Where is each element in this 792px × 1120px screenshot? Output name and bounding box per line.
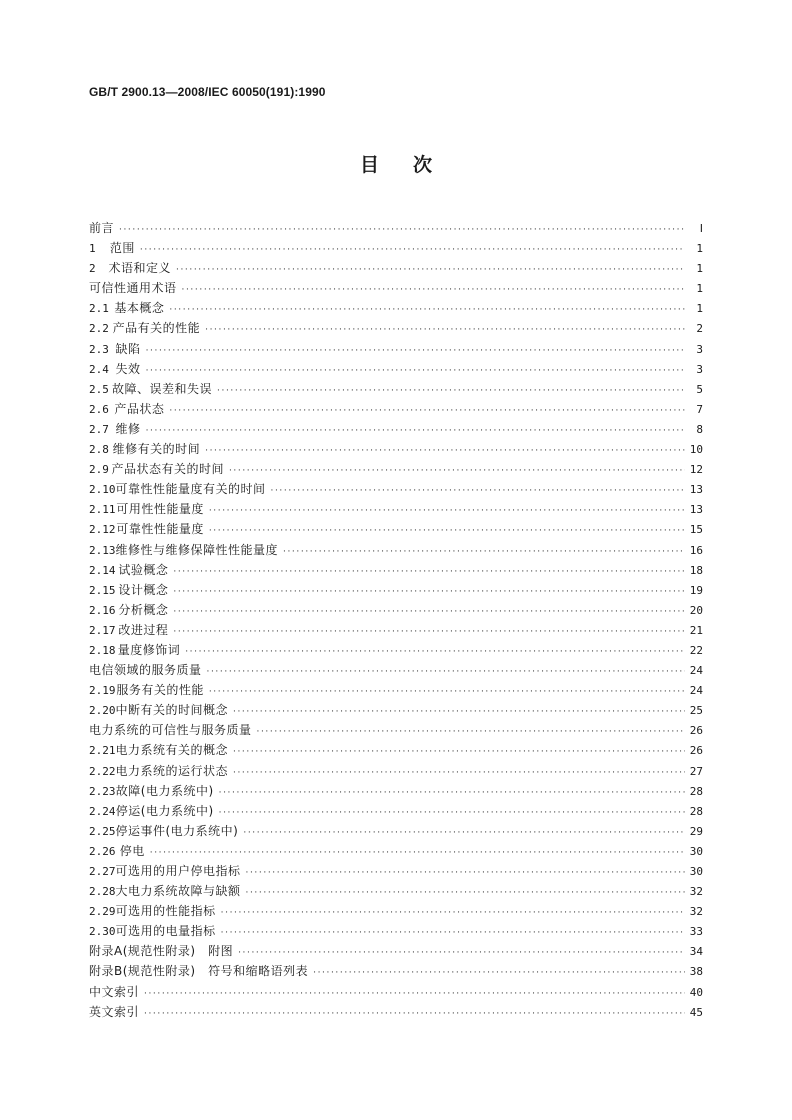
toc-leader-dots xyxy=(173,562,685,582)
toc-leader-dots xyxy=(176,260,685,280)
toc-leader-dots xyxy=(243,823,685,843)
toc-entry-number: 2.23 xyxy=(89,784,116,798)
toc-entry-label: 设计概念 xyxy=(118,582,169,597)
toc-entry[interactable] xyxy=(89,479,703,499)
toc-entry-number: 2.7 xyxy=(89,422,109,436)
toc-entry-label: 英文索引 xyxy=(89,1004,140,1019)
toc-leader-dots xyxy=(140,240,685,260)
toc-entry-label: 中文索引 xyxy=(89,984,140,999)
toc-entry-number: 2.21 xyxy=(89,744,116,758)
toc-entry[interactable] xyxy=(89,399,703,419)
toc-leader-dots xyxy=(144,1004,685,1024)
toc-entry-page: 20 xyxy=(689,603,703,617)
toc-entry-page: 7 xyxy=(696,402,703,416)
toc-entry-page: 5 xyxy=(696,382,703,396)
toc-entry-label: 试验概念 xyxy=(118,562,169,577)
toc-entry-page: 13 xyxy=(689,483,703,497)
toc-entry-label: 停运(电力系统中) xyxy=(115,803,214,818)
toc-entry-number: 2.10 xyxy=(89,483,116,497)
toc-entry[interactable] xyxy=(89,339,703,359)
toc-entry-label: 可选用的性能指标 xyxy=(115,904,216,919)
toc-entry-page: 29 xyxy=(689,824,703,838)
toc-entry-page: 16 xyxy=(689,543,703,557)
toc-entry-page: 10 xyxy=(689,443,703,457)
toc-entry-label: 故障、误差和失误 xyxy=(112,381,213,396)
toc-leader-dots xyxy=(221,923,685,943)
toc-entry-label: 产品有关的性能 xyxy=(112,321,201,336)
toc-entry-label: 基本概念 xyxy=(114,301,165,316)
toc-entry-number: 2.20 xyxy=(89,704,116,718)
toc-entry[interactable] xyxy=(89,1002,703,1022)
toc-leader-dots xyxy=(209,521,685,541)
toc-entry-label: 电信领域的服务质量 xyxy=(89,663,202,678)
toc-entry-page: 26 xyxy=(689,724,703,738)
toc-entry-page: 12 xyxy=(689,463,703,477)
toc-entry-label: 量度修饰词 xyxy=(117,642,181,657)
toc-leader-dots xyxy=(271,481,685,501)
toc-entry-number: 2.5 xyxy=(89,382,109,396)
toc-entry-label: 附录B(规范性附录) 符号和缩略语列表 xyxy=(89,964,309,979)
toc-entry-page: 28 xyxy=(689,804,703,818)
toc-entry-page: 3 xyxy=(696,342,703,356)
toc-entry-number: 2.30 xyxy=(89,925,116,939)
toc-leader-dots xyxy=(233,742,685,762)
toc-entry[interactable] xyxy=(89,801,703,821)
toc-entry[interactable] xyxy=(89,841,703,861)
toc-leader-dots xyxy=(182,280,685,300)
toc-entry[interactable] xyxy=(89,419,703,439)
toc-entry[interactable] xyxy=(89,660,703,680)
toc-entry-page: 34 xyxy=(689,945,703,959)
toc-entry-page: 2 xyxy=(696,322,703,336)
toc-leader-dots xyxy=(221,903,685,923)
toc-entry-page: 40 xyxy=(689,985,703,999)
toc-entry-number: 2.2 xyxy=(89,322,109,336)
toc-entry[interactable] xyxy=(89,982,703,1002)
toc-entry[interactable] xyxy=(89,379,703,399)
toc-entry-label: 失效 xyxy=(115,361,141,376)
toc-entry-label: 可信性通用术语 xyxy=(89,281,177,296)
toc-entry-page: 24 xyxy=(689,664,703,678)
toc-leader-dots xyxy=(219,783,685,803)
toc-entry-label: 可靠性性能量度有关的时间 xyxy=(115,482,266,497)
toc-entry-label: 电力系统的运行状态 xyxy=(115,763,229,778)
toc-entry[interactable] xyxy=(89,439,703,459)
toc-entry-page: 19 xyxy=(689,583,703,597)
toc-entry-page: 30 xyxy=(689,865,703,878)
toc-leader-dots xyxy=(205,441,685,461)
toc-entry-label: 附录A(规范性附录) 附图 xyxy=(89,944,234,959)
toc-entry[interactable] xyxy=(89,720,703,740)
toc-entry-page: 27 xyxy=(689,764,703,778)
toc-entry-label: 可选用的电量指标 xyxy=(115,924,216,939)
toc-entry-page: 30 xyxy=(689,844,703,858)
toc-entry-page: 13 xyxy=(689,503,703,517)
toc-entry-label: 中断有关的时间概念 xyxy=(115,703,229,718)
toc-entry[interactable] xyxy=(89,740,703,760)
toc-entry-page: 24 xyxy=(689,684,703,698)
toc-leader-dots xyxy=(146,421,685,441)
toc-entry-number: 2.12 xyxy=(89,523,116,537)
toc-entry-number: 2.6 xyxy=(89,402,109,416)
toc-entry-label: 产品状态有关的时间 xyxy=(111,462,224,477)
toc-entry[interactable] xyxy=(89,921,703,941)
toc-entry[interactable] xyxy=(89,881,703,901)
toc-entry-number: 2.17 xyxy=(89,623,116,637)
document-header: GB/T 2900.13—2008/IEC 60050(191):1990 xyxy=(89,85,326,99)
toc-entry-number: 2.24 xyxy=(89,804,116,818)
toc-entry-label: 大电力系统故障与缺额 xyxy=(115,884,241,899)
toc-entry-number: 2.4 xyxy=(89,362,109,376)
toc-entry-number: 2.13 xyxy=(89,543,116,557)
toc-entry-number: 2.15 xyxy=(89,583,116,597)
toc-entry[interactable] xyxy=(89,218,703,238)
toc-entry-page: 32 xyxy=(689,905,703,919)
toc-entry-number: 2.8 xyxy=(89,443,109,457)
toc-entry[interactable] xyxy=(89,298,703,318)
toc-entry[interactable] xyxy=(89,318,703,338)
toc-entry-page: 32 xyxy=(689,885,703,899)
toc-entry-label: 电力系统的可信性与服务质量 xyxy=(89,723,252,738)
toc-leader-dots xyxy=(246,863,685,883)
toc-entry-page: 25 xyxy=(689,704,703,718)
page-title: 目次 xyxy=(359,154,466,176)
toc-leader-dots xyxy=(209,501,685,521)
toc-entry-label: 可选用的用户停电指标 xyxy=(115,864,241,878)
toc-entry[interactable] xyxy=(89,761,703,781)
toc-entry[interactable] xyxy=(89,278,703,298)
toc-entry-number: 2.19 xyxy=(89,684,116,698)
toc-entry-number: 1 xyxy=(89,242,96,256)
toc-entry-page: 33 xyxy=(689,925,703,939)
toc-entry[interactable] xyxy=(89,901,703,921)
toc-entry[interactable] xyxy=(89,640,703,660)
toc-entry-label: 电力系统有关的概念 xyxy=(115,743,229,758)
toc-leader-dots xyxy=(173,602,685,622)
toc-entry[interactable] xyxy=(89,821,703,841)
toc-leader-dots xyxy=(246,883,685,903)
toc-entry-label: 维修性与维修保障性性能量度 xyxy=(115,542,279,557)
toc-entry-label: 停运事件(电力系统中) xyxy=(115,823,239,838)
toc-entry[interactable] xyxy=(89,258,703,278)
toc-entry[interactable] xyxy=(89,238,703,258)
toc-entry-label: 可用性性能量度 xyxy=(116,502,204,517)
toc-entry-page: 28 xyxy=(689,784,703,798)
toc-entry-number: 2.26 xyxy=(89,844,116,858)
toc-entry-label: 分析概念 xyxy=(118,602,169,617)
toc-leader-dots xyxy=(233,702,685,722)
toc-entry-label: 故障(电力系统中) xyxy=(115,783,214,798)
toc-leader-dots xyxy=(257,722,685,742)
toc-entry-number: 2.3 xyxy=(89,342,109,356)
toc-leader-dots xyxy=(146,361,685,381)
toc-entry-page: 18 xyxy=(689,563,703,577)
toc-entry[interactable] xyxy=(89,781,703,801)
toc-leader-dots xyxy=(119,220,685,240)
toc-entry-page: 1 xyxy=(696,302,703,316)
toc-entry-label: 缺陷 xyxy=(115,341,141,356)
toc-entry[interactable] xyxy=(89,861,703,881)
toc-entry[interactable] xyxy=(89,540,703,560)
toc-leader-dots xyxy=(144,984,685,1004)
toc-entry-label: 停电 xyxy=(119,843,145,858)
toc-leader-dots xyxy=(229,461,685,481)
toc-entry-number: 2.11 xyxy=(89,503,116,517)
toc-entry-label: 术语和定义 xyxy=(108,261,171,276)
toc-entry-label: 服务有关的性能 xyxy=(116,683,204,698)
toc-entry[interactable] xyxy=(89,499,703,519)
toc-entry-number: 2.16 xyxy=(89,603,116,617)
toc-entry-number: 2.25 xyxy=(89,824,116,838)
toc-leader-dots xyxy=(207,662,685,682)
toc-entry-label: 范围 xyxy=(109,241,135,256)
toc-entry-page: 22 xyxy=(689,643,703,657)
toc-leader-dots xyxy=(283,542,685,562)
toc-entry[interactable] xyxy=(89,961,703,981)
toc-entry-page: 21 xyxy=(689,623,703,637)
toc-entry-page: Ⅰ xyxy=(699,222,703,235)
toc-entry[interactable] xyxy=(89,600,703,620)
toc-leader-dots xyxy=(217,381,685,401)
toc-entry-number: 2 xyxy=(89,262,96,276)
toc-entry[interactable] xyxy=(89,941,703,961)
toc-entry-number: 2.29 xyxy=(89,905,116,919)
toc-leader-dots xyxy=(219,803,685,823)
toc-entry[interactable] xyxy=(89,680,703,700)
toc-entry-label: 产品状态 xyxy=(114,401,165,416)
toc-leader-dots xyxy=(146,341,685,361)
toc-leader-dots xyxy=(313,963,685,983)
toc-entry-number: 2.27 xyxy=(89,865,116,878)
toc-leader-dots xyxy=(185,642,685,662)
toc-entry[interactable] xyxy=(89,700,703,720)
toc-entry-page: 26 xyxy=(689,744,703,758)
toc-entry[interactable] xyxy=(89,580,703,600)
toc-entry-label: 维修有关的时间 xyxy=(112,442,201,457)
toc-entry-label: 维修 xyxy=(115,421,141,436)
toc-leader-dots xyxy=(173,582,685,602)
toc-entry[interactable] xyxy=(89,560,703,580)
toc-entry-page: 1 xyxy=(696,262,703,276)
toc-leader-dots xyxy=(205,320,685,340)
toc-leader-dots xyxy=(169,401,685,421)
toc-leader-dots xyxy=(209,682,685,702)
table-of-contents xyxy=(89,218,703,1022)
toc-entry-page: 8 xyxy=(696,422,703,436)
toc-leader-dots xyxy=(150,843,685,863)
toc-entry[interactable] xyxy=(89,359,703,379)
toc-entry-page: 1 xyxy=(696,242,703,256)
toc-entry-number: 2.22 xyxy=(89,764,116,778)
toc-leader-dots xyxy=(233,763,685,783)
toc-entry-page: 15 xyxy=(689,523,703,537)
toc-entry-number: 2.18 xyxy=(89,643,116,657)
toc-entry-page: 45 xyxy=(689,1005,703,1019)
toc-entry-label: 可靠性性能量度 xyxy=(116,522,204,537)
toc-entry[interactable] xyxy=(89,519,703,539)
toc-entry-page: 38 xyxy=(689,965,703,979)
toc-entry[interactable] xyxy=(89,459,703,479)
toc-entry-number: 2.1 xyxy=(89,302,109,316)
toc-entry-number: 2.9 xyxy=(89,463,109,477)
toc-entry-number: 2.14 xyxy=(89,563,116,577)
toc-entry-page: 3 xyxy=(696,362,703,376)
toc-entry-label: 前言 xyxy=(89,221,115,235)
toc-entry-label: 改进过程 xyxy=(118,622,169,637)
toc-leader-dots xyxy=(169,300,685,320)
toc-entry[interactable] xyxy=(89,620,703,640)
toc-leader-dots xyxy=(173,622,685,642)
toc-entry-page: 1 xyxy=(696,282,703,296)
toc-leader-dots xyxy=(238,943,685,963)
toc-entry-number: 2.28 xyxy=(89,885,116,899)
